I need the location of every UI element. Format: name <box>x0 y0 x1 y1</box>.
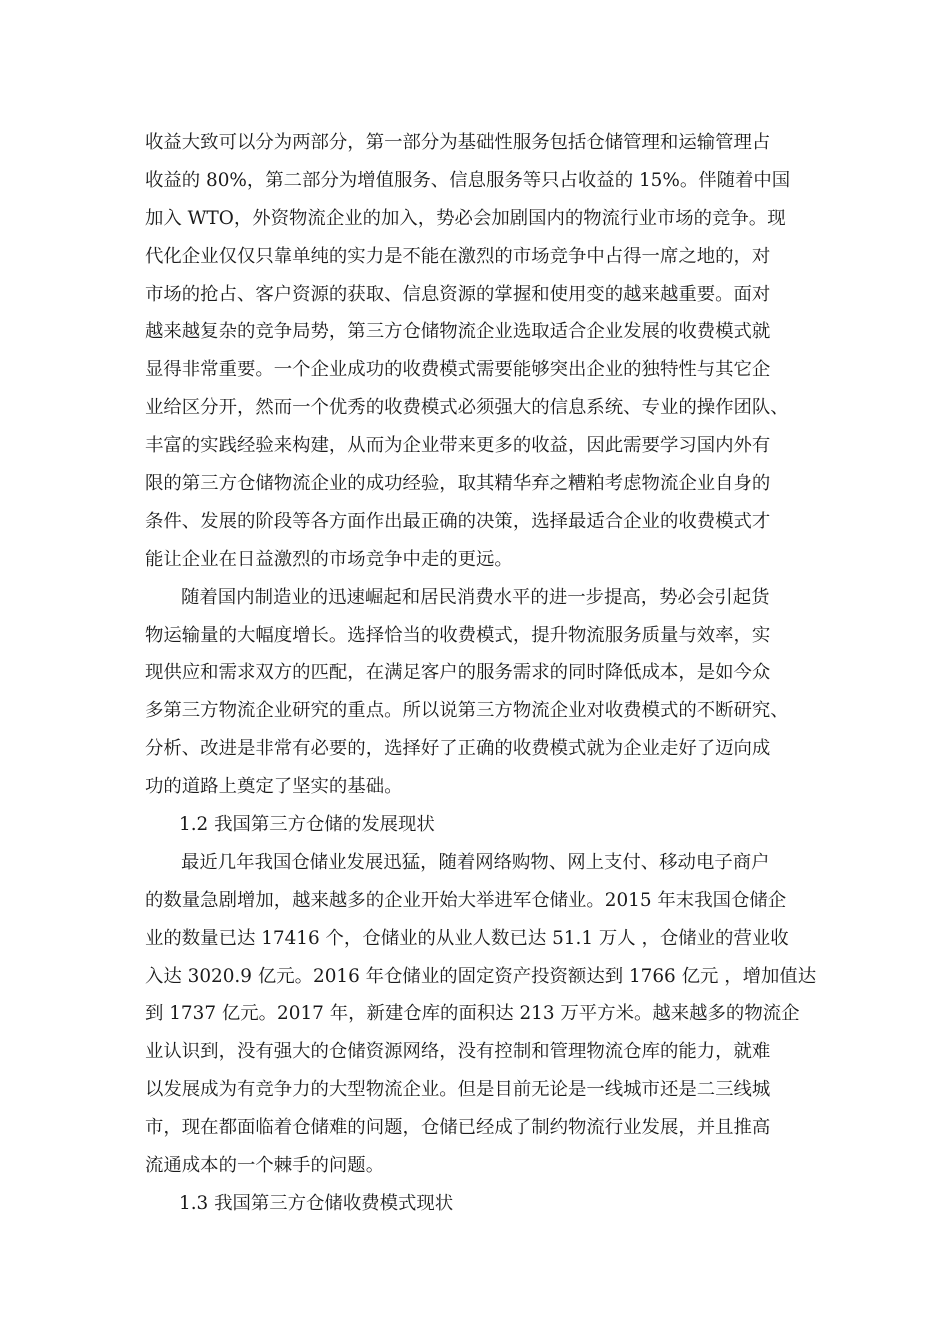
document-body <box>145 124 820 1223</box>
text-line: 收益大致可以分为两部分，第一部分为基础性服务包括仓储管理和运输管理占 <box>145 132 771 153</box>
text-line: 收益的 80%，第二部分为增值服务、信息服务等只占收益的 15%。伴随着中国 <box>145 169 791 191</box>
text-line: 业的数量已达 17416 个，仓储业的从业人数已达 51.1 万人 ，仓储业的营业收 <box>145 927 789 949</box>
text-line: 越来越复杂的竞争局势，第三方仓储物流企业选取适合企业发展的收费模式就 <box>145 321 771 343</box>
text-line: 功的道路上奠定了坚实的基础。 <box>145 776 403 798</box>
text-line: 业认识到，没有强大的仓储资源网络，没有控制和管理物流仓库的能力，就难 <box>145 1041 771 1063</box>
text-line: 物运输量的大幅度增长。选择恰当的收费模式，提升物流服务质量与效率，实 <box>145 624 771 646</box>
text-line: 加入 WTO，外资物流企业的加入，势必会加剧国内的物流行业市场的竞争。现 <box>145 207 786 229</box>
text-line: 条件、发展的阶段等各方面作出最正确的决策，选择最适合企业的收费模式才 <box>145 510 771 532</box>
text-line: 到 1737 亿元。2017 年，新建仓库的面积达 213 万平方米。越来越多的物流企 <box>145 1003 800 1025</box>
text-line: 市场的抢占、客户资源的获取、信息资源的掌握和使用变的越来越重要。面对 <box>145 283 771 305</box>
text-line: 以发展成为有竞争力的大型物流企业。但是目前无论是一线城市还是二三线城 <box>145 1079 771 1101</box>
text-line: 随着国内制造业的迅速崛起和居民消费水平的进一步提高，势必会引起货 <box>181 586 770 608</box>
text-line: 最近几年我国仓储业发展迅猛，随着网络购物、网上支付、移动电子商户 <box>181 851 770 873</box>
text-line: 分析、改进是非常有必要的，选择好了正确的收费模式就为企业走好了迈向成 <box>145 738 771 760</box>
text-line: 业给区分开，然而一个优秀的收费模式必须强大的信息系统、专业的操作团队、 <box>145 397 789 419</box>
paragraph-manufacturing-growth <box>145 579 820 806</box>
paragraph-revenue-and-charging-models <box>145 124 820 579</box>
text-line: 丰富的实践经验来构建，从而为企业带来更多的收益，因此需要学习国内外有 <box>145 435 771 457</box>
section-heading-1-2: 1.2 我国第三方仓储的发展现状 <box>179 814 435 836</box>
text-line: 代化企业仅仅只靠单纯的实力是不能在激烈的市场竞争中占得一席之地的，对 <box>145 245 771 267</box>
text-line: 入达 3020.9 亿元。2016 年仓储业的固定资产投资额达到 1766 亿元 ，增加值达 <box>145 965 817 987</box>
text-line: 多第三方物流企业研究的重点。所以说第三方物流企业对收费模式的不断研究、 <box>145 700 789 722</box>
text-line: 的数量急剧增加，越来越多的企业开始大举进军仓储业。2015 年末我国仓储企 <box>145 889 787 911</box>
text-line: 流通成本的一个棘手的问题。 <box>145 1155 385 1177</box>
paragraph-warehousing-status <box>145 844 820 1185</box>
text-line: 市，现在都面临着仓储难的问题，仓储已经成了制约物流行业发展，并且推高 <box>145 1117 771 1139</box>
text-line: 现供应和需求双方的匹配，在满足客户的服务需求的同时降低成本，是如今众 <box>145 662 771 684</box>
text-line: 显得非常重要。一个企业成功的收费模式需要能够突出企业的独特性与其它企 <box>145 359 771 381</box>
text-line: 限的第三方仓储物流企业的成功经验，取其精华弃之糟粕考虑物流企业自身的 <box>145 473 771 495</box>
section-heading-1-3: 1.3 我国第三方仓储收费模式现状 <box>179 1192 454 1214</box>
text-line: 能让企业在日益激烈的市场竞争中走的更远。 <box>145 548 513 570</box>
